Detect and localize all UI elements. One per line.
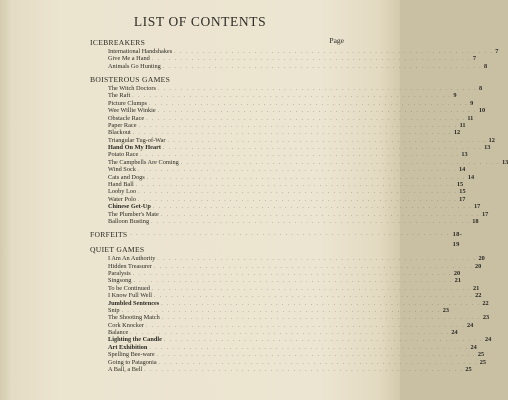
entry-title: Art Exhibition — [108, 343, 148, 351]
entry-page-number: 13 — [484, 144, 491, 152]
toc-entry — [90, 343, 477, 351]
entry-title: Triangular Tug-of-War — [108, 136, 166, 144]
entry-page-number: 8 — [483, 62, 488, 70]
dot-leader: . . . . . . . . . . . . . . . . . . . . . . . . . . . . . . . . . . . . . . . . . . . . . . . . . . . . . . . . — [121, 307, 441, 314]
entry-page-number: 22 — [475, 292, 482, 300]
dot-leader: . . . . . . . . . . . . . . . . . . . . . . . . . . . . . . . . . . . . . . . . . . . . . . . . . . . . . . . . — [157, 256, 477, 263]
toc-entry — [90, 306, 449, 314]
dot-leader: . . . . . . . . . . . . . . . . . . . . . . . . . . . . . . . . . . . . . . . . . . . . . . . . . . . . . . . . — [144, 367, 464, 374]
toc-entry — [90, 47, 499, 55]
entry-page-number: 21 — [473, 284, 480, 292]
toc-entry — [90, 158, 508, 166]
entry-page-number: 21 — [454, 277, 461, 285]
entry-title: Water Polo — [108, 195, 136, 203]
toc-entry — [90, 336, 492, 344]
entry-page-number: 20 — [478, 255, 485, 263]
entry-title: Potato Race — [108, 151, 139, 159]
toc-entry — [90, 181, 464, 189]
entry-title: Balloon Busting — [108, 217, 150, 225]
entry-title: Jumbled Sentences — [108, 299, 160, 307]
entry-page-number: 24 — [485, 336, 492, 344]
dot-leader: . . . . . . . . . . . . . . . . . . . . . . . . . . . . . . . . . . . . . . . . . . . . . . . . . . . . . . . . — [162, 63, 482, 70]
dot-leader: . . . . . . . . . . . . . . . . . . . . . . . . . . . . . . . . . . . . . . . . . . . . . . . . . . . . . . . . — [146, 174, 466, 181]
toc-entry — [90, 351, 485, 359]
toc-entry — [90, 314, 490, 322]
section-name: FORFEITS — [90, 230, 128, 240]
toc-section-heading — [90, 230, 463, 249]
entry-title: To be Continued — [108, 284, 150, 292]
toc-section-heading — [90, 38, 342, 48]
toc-entry — [90, 358, 487, 366]
entry-page-number: 8 — [479, 84, 483, 92]
entry-title: The Witch Doctors — [108, 84, 156, 92]
dot-leader: . . . . . . . . . . . . . . . . . . . . . . . . . . . . . . . . . . . . . . . . . . . . . . . . . . . . . . . . — [132, 93, 452, 100]
entry-title: Looby Loo — [108, 188, 137, 196]
entry-page-number: 25 — [465, 366, 472, 374]
entry-title: Cats and Dogs — [108, 173, 145, 181]
dot-leader: . . . . . . . . . . . . . . . . . . . . . . . . . . . . . . . . . . . . . . . . . . . . . . . . . . . . . . . . — [138, 189, 458, 196]
toc-entry — [90, 277, 461, 285]
dot-leader: . . . . . . . . . . . . . . . . . . . . . . . . . . . . . . . . . . . . . . . . . . . . . . . . . . . . . . . . — [149, 100, 469, 107]
entry-page-number: 17 — [459, 195, 466, 203]
entry-page-number: 15 — [459, 188, 466, 196]
entry-title: A Ball, a Bell — [108, 366, 143, 374]
dot-leader: . . . . . . . . . . . . . . . . . . . . . . . . . . . . . . . . . . . . . . . . . . . . . . . . . . . . . . . . — [138, 122, 458, 129]
toc-entry — [90, 299, 489, 307]
toc-entry — [90, 92, 457, 100]
entry-page-number: 23 — [482, 314, 490, 322]
toc-entry — [90, 151, 468, 159]
entry-page-number: 13 — [461, 151, 468, 159]
entry-title: Paralysis — [108, 269, 131, 277]
toc-entry — [90, 210, 489, 218]
toc-section-heading — [90, 245, 342, 255]
toc-entry — [90, 129, 461, 137]
dot-leader: . . . . . . . . . . . . . . . . . . . . . . . . . . . . . . . . . . . . . . . . . . . . . . . . . . . . . . . . — [130, 231, 450, 238]
entry-title: Blackout — [108, 129, 131, 137]
toc-entry — [90, 269, 461, 277]
entry-title: Hidden Treasurer — [108, 262, 152, 270]
entry-title: The Campbells Are Coming — [108, 158, 179, 166]
entry-title: Wee Willie Winkie — [108, 107, 156, 115]
toc-entry — [90, 284, 480, 292]
entry-page-number: 22 — [482, 299, 489, 307]
page-title: LIST OF CONTENTS — [133, 14, 267, 29]
entry-page-number: 20 — [475, 262, 482, 270]
table-of-contents — [90, 38, 508, 378]
dot-leader: . . . . . . . . . . . . . . . . . . . . . . . . . . . . . . . . . . . . . . . . . . . . . . . . . . . . . . . . — [149, 344, 469, 351]
entry-page-number: 9 — [453, 92, 457, 100]
toc-entry — [90, 255, 485, 263]
entry-title: Wind Sock — [108, 166, 136, 174]
entry-title: Spelling Bee-ware — [108, 351, 155, 359]
dot-leader: . . . . . . . . . . . . . . . . . . . . . . . . . . . . . . . . . . . . . . . . . . . . . . . . . . . . . . . . — [151, 218, 471, 225]
entry-title: I Am An Authority — [108, 255, 156, 263]
entry-title: Paper Race — [108, 121, 137, 129]
entry-page-number: 14 — [459, 166, 466, 174]
dot-leader: . . . . . . . . . . . . . . . . . . . . . . . . . . . . . . . . . . . . . . . . . . . . . . . . . . . . . . . . — [140, 152, 460, 159]
toc-entry — [90, 84, 483, 92]
entry-title: Lighting the Candle — [108, 336, 162, 344]
toc-entry — [90, 292, 482, 300]
dot-leader: . . . . . . . . . . . . . . . . . . . . . . . . . . . . . . . . . . . . . . . . . . . . . . . . . . . . . . . . — [158, 359, 478, 366]
toc-entry — [90, 121, 466, 129]
dot-leader: . . . . . . . . . . . . . . . . . . . . . . . . . . . . . . . . . . . . . . . . . . . . . . . . . . . . . . . . — [153, 293, 474, 300]
dot-leader: . . . . . . . . . . . . . . . . . . . . . . . . . . . . . . . . . . . . . . . . . . . . . . . . . . . . . . . . — [180, 159, 500, 166]
dot-leader: . . . . . . . . . . . . . . . . . . . . . . . . . . . . . . . . . . . . . . . . . . . . . . . . . . . . . . . . — [161, 315, 481, 322]
entry-title: Chinese Get-Up — [108, 203, 151, 211]
dot-leader: . . . . . . . . . . . . . . . . . . . . . . . . . . . . . . . . . . . . . . . . . . . . . . . . . . . . . . . . — [135, 182, 455, 189]
toc-entry — [90, 329, 458, 337]
dot-leader: . . . . . . . . . . . . . . . . . . . . . . . . . . . . . . . . . . . . . . . . . . . . . . . . . . . . . . . . — [138, 196, 458, 203]
toc-entry — [90, 144, 491, 152]
entry-page-number: 10 — [478, 107, 486, 115]
toc-entry — [90, 203, 481, 211]
entry-title: The Raft — [108, 92, 131, 100]
entry-page-number: 13 — [501, 158, 508, 166]
section-name: ICEBREAKERS — [90, 38, 146, 47]
entry-page-number: 25 — [477, 351, 485, 359]
entry-title: Snip — [108, 306, 120, 314]
toc-entry — [90, 114, 474, 122]
section-name: BOISTEROUS GAMES — [90, 75, 171, 85]
entry-title: Give Me a Hand — [108, 55, 150, 63]
section-pages: 18-19 — [452, 231, 463, 249]
entry-title: I Know Full Well — [108, 292, 152, 300]
dot-leader: . . . . . . . . . . . . . . . . . . . . . . . . . . . . . . . . . . . . . . . . . . . . . . . . . . . . . . . . — [153, 263, 474, 270]
toc-entry — [90, 188, 466, 196]
dot-leader: . . . . . . . . . . . . . . . . . . . . . . . . . . . . . . . . . . . . . . . . . . . . . . . . . . . . . . . . — [163, 337, 484, 344]
toc-section-heading — [90, 75, 342, 85]
entry-title: Obstacle Race — [108, 114, 145, 122]
entry-page-number: 12 — [453, 129, 461, 137]
toc-entry — [90, 195, 466, 203]
dot-leader: . . . . . . . . . . . . . . . . . . . . . . . . . . . . . . . . . . . . . . . . . . . . . . . . . . . . . . . . — [157, 108, 477, 115]
entry-page-number: 25 — [479, 358, 487, 366]
entry-title: Picture Clumps — [108, 99, 148, 107]
toc-entry — [90, 99, 474, 107]
entry-page-number: 17 — [481, 210, 489, 218]
page-column-header: Page — [329, 36, 344, 45]
entry-page-number: 20 — [453, 269, 461, 277]
toc-entry — [90, 173, 475, 181]
entry-page-number: 15 — [456, 181, 464, 189]
dot-leader: . . . . . . . . . . . . . . . . . . . . . . . . . . . . . . . . . . . . . . . . . . . . . . . . . . . . . . . . — [152, 204, 472, 211]
dot-leader: . . . . . . . . . . . . . . . . . . . . . . . . . . . . . . . . . . . . . . . . . . . . . . . . . . . . . . . . — [133, 278, 453, 285]
dot-leader: . . . . . . . . . . . . . . . . . . . . . . . . . . . . . . . . . . . . . . . . . . . . . . . . . . . . . . . . — [161, 300, 481, 307]
toc-entry — [90, 321, 474, 329]
entry-page-number: 12 — [488, 136, 495, 144]
entry-page-number: 18 — [472, 217, 479, 225]
dot-leader: . . . . . . . . . . . . . . . . . . . . . . . . . . . . . . . . . . . . . . . . . . . . . . . . . . . . . . . . — [130, 330, 450, 337]
dot-leader: . . . . . . . . . . . . . . . . . . . . . . . . . . . . . . . . . . . . . . . . . . . . . . . . . . . . . . . . — [146, 115, 466, 122]
dot-leader: . . . . . . . . . . . . . . . . . . . . . . . . . . . . . . . . . . . . . . . . . . . . . . . . . . . . . . . . — [137, 167, 458, 174]
toc-entry — [90, 62, 488, 70]
entry-page-number: 23 — [442, 306, 449, 314]
entry-title: Cork Knocker — [108, 321, 144, 329]
toc-entry — [90, 55, 477, 63]
toc-entry — [90, 217, 479, 225]
entry-page-number: 24 — [470, 343, 477, 351]
toc-entry — [90, 166, 466, 174]
entry-page-number: 7 — [495, 47, 499, 55]
dot-leader: . . . . . . . . . . . . . . . . . . . . . . . . . . . . . . . . . . . . . . . . . . . . . . . . . . . . . . . . — [156, 352, 476, 359]
dot-leader: . . . . . . . . . . . . . . . . . . . . . . . . . . . . . . . . . . . . . . . . . . . . . . . . . . . . . . . . — [151, 56, 471, 63]
toc-entry — [90, 366, 472, 374]
dot-leader: . . . . . . . . . . . . . . . . . . . . . . . . . . . . . . . . . . . . . . . . . . . . . . . . . . . . . . . . — [167, 137, 487, 144]
dot-leader: . . . . . . . . . . . . . . . . . . . . . . . . . . . . . . . . . . . . . . . . . . . . . . . . . . . . . . . . — [160, 211, 480, 218]
dot-leader: . . . . . . . . . . . . . . . . . . . . . . . . . . . . . . . . . . . . . . . . . . . . . . . . . . . . . . . . — [174, 48, 494, 55]
entry-page-number: 11 — [467, 114, 474, 122]
entry-title: Hand Ball — [108, 181, 134, 189]
entry-title: Balance — [108, 329, 129, 337]
entry-page-number: 17 — [473, 203, 481, 211]
dot-leader: . . . . . . . . . . . . . . . . . . . . . . . . . . . . . . . . . . . . . . . . . . . . . . . . . . . . . . . . — [132, 270, 452, 277]
entry-title: The Shooting Match — [108, 314, 160, 322]
entry-page-number: 11 — [459, 121, 466, 129]
dot-leader: . . . . . . . . . . . . . . . . . . . . . . . . . . . . . . . . . . . . . . . . . . . . . . . . . . . . . . . . — [151, 285, 472, 292]
entry-page-number: 7 — [472, 55, 477, 63]
toc-entry — [90, 136, 495, 144]
dot-leader: . . . . . . . . . . . . . . . . . . . . . . . . . . . . . . . . . . . . . . . . . . . . . . . . . . . . . . . . — [157, 85, 478, 92]
entry-title: Going to Patagonia — [108, 358, 157, 366]
entry-title: Animals Go Hunting — [108, 62, 161, 70]
entry-page-number: 24 — [451, 329, 458, 337]
entry-title: Singsong — [108, 277, 132, 285]
section-name: QUIET GAMES — [90, 245, 145, 255]
dot-leader: . . . . . . . . . . . . . . . . . . . . . . . . . . . . . . . . . . . . . . . . . . . . . . . . . . . . . . . . — [145, 322, 465, 329]
entry-title: The Plumber's Mate — [108, 210, 159, 218]
entry-page-number: 24 — [466, 321, 474, 329]
entry-page-number: 14 — [467, 173, 475, 181]
entry-title: International Handshakes — [108, 47, 173, 55]
toc-entry — [90, 262, 482, 270]
dot-leader: . . . . . . . . . . . . . . . . . . . . . . . . . . . . . . . . . . . . . . . . . . . . . . . . . . . . . . . . — [132, 130, 452, 137]
toc-entry — [90, 107, 486, 115]
entry-title: Hand On My Heart — [108, 144, 161, 152]
entry-page-number: 9 — [470, 99, 474, 107]
dot-leader: . . . . . . . . . . . . . . . . . . . . . . . . . . . . . . . . . . . . . . . . . . . . . . . . . . . . . . . . — [163, 145, 483, 152]
